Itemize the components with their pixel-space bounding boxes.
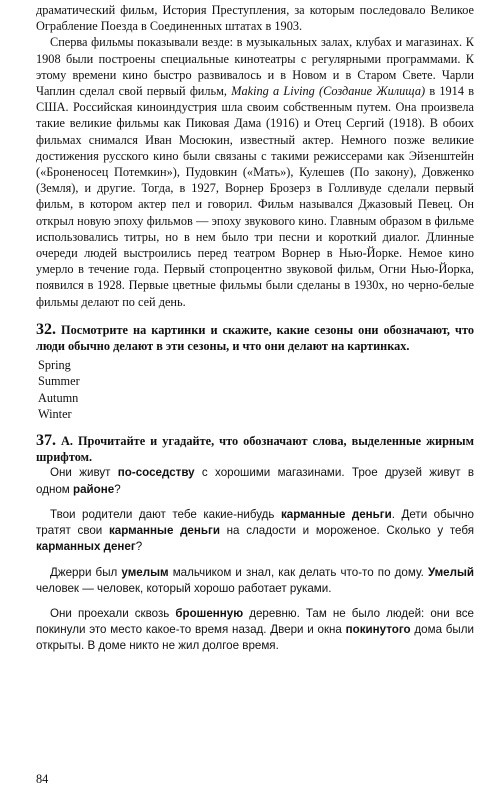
paragraph-continuation: драматический фильм, История Преступления, за которым последовало Великое Ограбление Поезда в Соединенных штатах в 1903.	[36, 3, 474, 34]
page-number: 84	[36, 772, 49, 786]
season-list	[36, 357, 474, 422]
task-paragraph-neighbourhood	[36, 465, 474, 497]
task-paragraph-abandoned	[36, 606, 474, 655]
text-run: . Дети обычно тратят свои	[36, 507, 474, 538]
task-paragraph-pocket-money	[36, 507, 474, 556]
bold-word: карманные деньги	[280, 507, 392, 521]
paragraph-text: в 1914 в США. Российская киноиндустрия шла своим собственным путем. Она произвела такие великие фильмы как Пиковая Дама (1916) и Отец Сергий (1918). В обоих фильмах снимался Иван Мосюкин, известный актер. Немного позже великие достижения русского кино были связаны с такими режиссерами как Эйзенштейн («Броненосец Потемкин»), Пудовкин («Мать»), Кулешев (По закону), Довженко (Земля), и другие. Тогда, в 1927, Ворнер Брозерз в Голливуде сделали первый фильм, в котором актер пел и говорил. Фильм назывался Джазовый Певец. Он открыл новую эпоху фильмов — эпоху звукового кино. Главным образом в фильме использовались титры, но в нем было три песни и короткий диалог. Длинные очереди людей выстроились перед театром Ворнер в Нью-Йорке. Немое кино умерло в течение года. Первый стопроцентно звуковой фильм, Огни Нью-Йорка, появился в 1928. Первые цветные фильмы были сделаны в 1930х, но черно-белые фильмы делают по сей день.	[36, 84, 474, 309]
text-run: с хорошими магазинами. Трое друзей живут в одном	[36, 466, 474, 496]
exercise-number: 37.	[36, 432, 56, 450]
task-paragraph-skilful	[36, 565, 474, 597]
text-run: на сладости и мороженое. Сколько у тебя	[219, 524, 474, 538]
text-run: человек — человек, который хорошо работает руками.	[36, 581, 332, 595]
exercise-instruction: Посмотрите на картинки и скажите, какие сезоны они обозначают, что люди обычно делают в эти сезоны, и что они делают на картинках.	[36, 322, 474, 354]
exercise-32-heading	[36, 322, 474, 354]
page-body	[36, 2, 474, 664]
text-run: Они живут	[50, 466, 118, 480]
text-run: дома были открыты. В доме никто не жил долгое время.	[36, 623, 474, 653]
bold-word: умелым	[121, 565, 169, 579]
film-title: Making a Living (Создание Жилища)	[231, 84, 426, 99]
text-run: Твои родители дают тебе какие-нибудь	[50, 507, 281, 521]
season-item: Autumn	[38, 390, 79, 405]
text-run: мальчиком и знал, как делать что-то по дому.	[168, 565, 428, 579]
season-item: Winter	[38, 406, 72, 421]
bold-word: брошенную	[175, 606, 244, 620]
season-item: Summer	[38, 374, 80, 389]
bold-word: по-соседству	[117, 466, 195, 480]
exercise-instruction: А. Прочитайте и угадайте, что обозначают слова, выделенные жирным шрифтом.	[36, 434, 474, 465]
paragraph-text: Сперва фильмы показывали везде: в музыкальных залах, клубах и магазинах. К 1908 были построены специальные кинотеатры с регулярными программами. К этому времени кино быстро развивалось и в Новом и в Старом Свете. Чарли Чаплин сделал свой первый фильм,	[36, 35, 474, 99]
exercise-37-heading	[36, 433, 474, 465]
text-run: ?	[114, 482, 121, 496]
bold-word: районе	[73, 482, 115, 496]
bold-word: карманные деньги	[108, 524, 220, 538]
exercise-37-texts	[36, 465, 474, 654]
text-run: ?	[135, 540, 143, 554]
bold-word: покинутого	[345, 623, 411, 637]
text-run: Они проехали сквозь	[50, 606, 176, 620]
bold-word: Умелый	[427, 565, 475, 579]
text-run: деревню. Там не было людей: они все покинули это место какое-то время назад. Двери и окна	[36, 606, 474, 637]
exercise-number: 32.	[36, 320, 56, 338]
text-run: Джерри был	[50, 565, 122, 579]
bold-word: карманных денег	[36, 540, 136, 554]
paragraph-film-history	[36, 34, 474, 309]
season-item: Spring	[38, 358, 71, 373]
